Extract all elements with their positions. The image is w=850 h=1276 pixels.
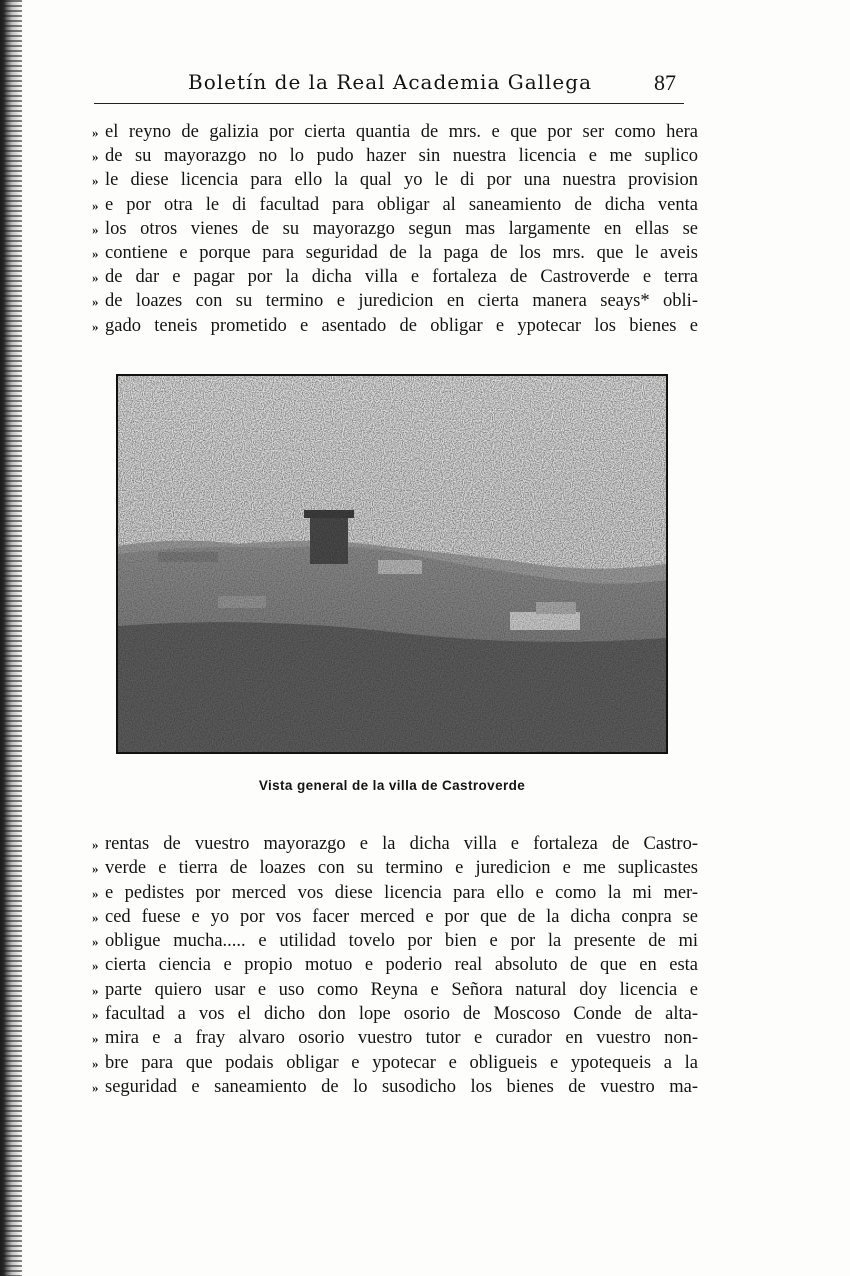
page-number: 87 (654, 70, 676, 95)
quote-mark: » (92, 1007, 99, 1023)
text-line (92, 856, 698, 880)
line-text: facultad a vos el dicho don lope osorio de Moscoso Conde de alta- (105, 1004, 698, 1025)
line-text: verde e tierra de loazes con su termino e juredicion e me suplicastes (105, 858, 698, 879)
line-text: e pedistes por merced vos diese licencia para ello e como la mi mer- (105, 882, 698, 903)
text-line (92, 1075, 698, 1099)
quote-mark: » (92, 885, 99, 901)
text-line (92, 144, 698, 168)
text-line (92, 905, 698, 929)
page-binding-edge (0, 0, 22, 1276)
line-text: de loazes con su termino e juredicion en cierta manera seays* obli- (105, 291, 698, 312)
line-text: bre para que podais obligar e ypotecar e obligueis e ypotequeis a la (105, 1052, 698, 1073)
quote-mark: » (92, 197, 99, 213)
quote-mark: » (92, 270, 99, 286)
line-text: seguridad e saneamiento de lo susodicho los bienes de vuestro ma- (105, 1076, 698, 1097)
line-text: gado teneis prometido e asentado de obligar e ypotecar los bienes e (105, 315, 698, 336)
line-text: el reyno de galizia por cierta quantia de mrs. e que por ser como hera (105, 122, 698, 142)
quote-mark: » (92, 318, 99, 334)
running-header (94, 66, 686, 100)
quote-mark: » (92, 958, 99, 974)
quote-mark: » (92, 125, 99, 140)
text-line (92, 241, 698, 265)
document-text-bottom (92, 832, 698, 1099)
photograph-image (118, 376, 666, 752)
text-line (92, 929, 698, 953)
text-line (92, 314, 698, 338)
text-line (92, 217, 698, 241)
text-line (92, 1026, 698, 1050)
text-line (92, 120, 698, 144)
line-text: rentas de vuestro mayorazgo e la dicha villa e fortaleza de Castro- (105, 834, 698, 854)
header-rule (94, 103, 684, 104)
line-text: obligue mucha..... e utilidad tovelo por bien e por la presente de mi (105, 931, 698, 952)
line-text: e por otra le di facultad para obligar al saneamiento de dicha venta (105, 194, 698, 215)
text-line (92, 978, 698, 1002)
quote-mark: » (92, 1031, 99, 1047)
line-text: parte quiero usar e uso como Reyna e Señora natural doy licencia e (105, 979, 698, 1000)
line-text: cierta ciencia e propio motuo e poderio real absoluto de que en esta (105, 955, 698, 976)
text-line (92, 265, 698, 289)
line-text: de dar e pagar por la dicha villa e fortaleza de Castroverde e terra (105, 267, 698, 288)
quote-mark: » (92, 1055, 99, 1071)
text-line (92, 832, 698, 856)
quote-mark: » (92, 294, 99, 310)
line-text: los otros vienes de su mayorazgo segun mas largamente en ellas se (105, 218, 698, 239)
text-line (92, 168, 698, 192)
journal-title: Boletín de la Real Academia Gallega (188, 70, 592, 94)
quote-mark: » (92, 837, 99, 852)
quote-mark: » (92, 1079, 99, 1095)
quote-mark: » (92, 909, 99, 925)
text-line (92, 881, 698, 905)
quote-mark: » (92, 245, 99, 261)
text-line (92, 289, 698, 313)
text-line (92, 193, 698, 217)
quote-mark: » (92, 934, 99, 950)
line-text: mira e a fray alvaro osorio vuestro tutor e curador en vuestro non- (105, 1028, 698, 1049)
line-text: le diese licencia para ello la qual yo le di por una nuestra provision (105, 170, 698, 191)
text-line (92, 953, 698, 977)
quote-mark: » (92, 221, 99, 237)
quote-mark: » (92, 861, 99, 877)
line-text: ced fuese e yo por vos facer merced e por que de la dicha conpra se (105, 906, 698, 927)
quote-mark: » (92, 982, 99, 998)
castroverde-photograph (116, 374, 668, 754)
text-line (92, 1051, 698, 1075)
quote-mark: » (92, 173, 99, 189)
document-text-top (92, 120, 698, 338)
text-line (92, 1002, 698, 1026)
quote-mark: » (92, 149, 99, 165)
figure-caption: Vista general de la villa de Castroverde (258, 778, 526, 793)
line-text: contiene e porque para seguridad de la paga de los mrs. que le aveis (105, 242, 698, 263)
line-text: de su mayorazgo no lo pudo hazer sin nuestra licencia e me suplico (105, 146, 698, 167)
